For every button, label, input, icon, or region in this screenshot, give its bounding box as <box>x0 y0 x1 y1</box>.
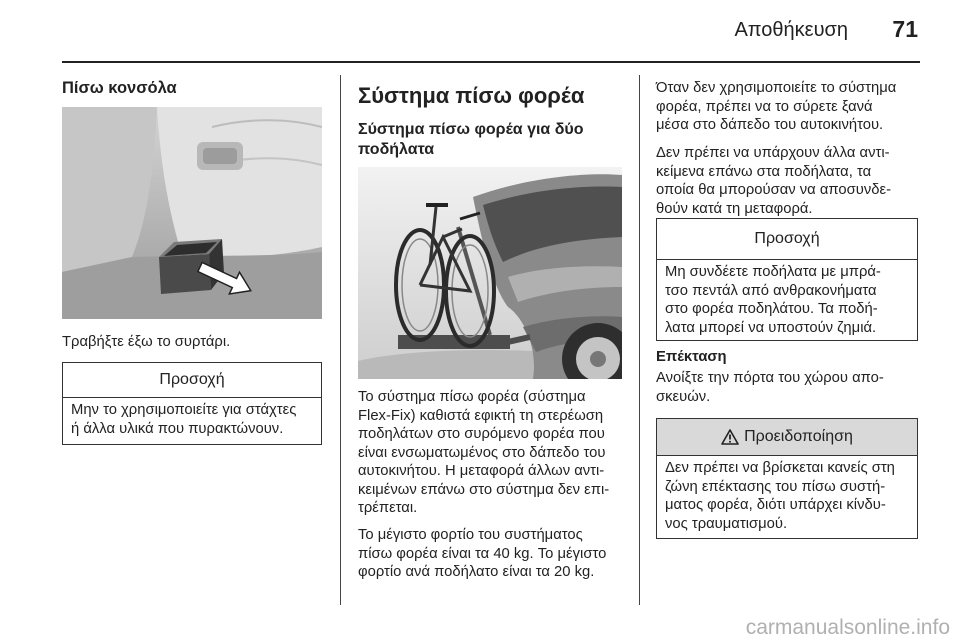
text-line: ποδήλατα <box>358 141 435 158</box>
text-line: Το σύστημα πίσω φορέα (σύστημα <box>358 389 586 405</box>
header-rule <box>62 61 920 63</box>
text-line: Δεν πρέπει να υπάρχουν άλλα αντι- <box>656 145 890 161</box>
text-line: Μη συνδέετε ποδήλατα με μπρά- <box>665 264 881 280</box>
text-line: σκευών. <box>656 388 711 405</box>
rear-console-heading: Πίσω κονσόλα <box>62 79 177 97</box>
text-line: Το μέγιστο φορτίο του συστήματος <box>358 527 583 543</box>
text-line: Μην το χρησιμοποιείτε για στάχτες <box>71 402 297 418</box>
section-title: Αποθήκευση <box>734 19 848 41</box>
text-line: αυτοκινήτου. Η μεταφορά άλλων αντι- <box>358 463 605 479</box>
backrest-recess-inner <box>203 148 237 164</box>
text-line: μέσα στο δάπεδο του αυτοκινήτου. <box>656 117 884 133</box>
text-line: Δεν πρέπει να βρίσκεται κανείς στη <box>665 460 895 476</box>
text-line: τσο πεντάλ από ανθρακονήματα <box>665 282 877 299</box>
text-line: οποία θα μπορούσαν να αποσυνδε- <box>656 182 892 198</box>
column-divider <box>639 75 640 605</box>
caution-box-body <box>63 398 321 444</box>
extension-heading: Επέκταση <box>656 349 727 365</box>
caution-box <box>62 362 322 445</box>
caution-title: Προσοχή <box>159 371 225 388</box>
loose-objects-paragraph <box>656 144 918 218</box>
text-line: τρέπεται. <box>358 500 418 516</box>
text-line: Ανοίξτε την πόρτα του χώρου απο- <box>656 370 884 386</box>
rear-carrier-heading: Σύστημα πίσω φορέα <box>358 83 585 108</box>
text-line: στο φορέα ποδηλάτου. Τα ποδή- <box>665 301 878 317</box>
caution-box-header <box>657 219 917 260</box>
text-line: κείμενα επάνω στα ποδήλατα, τα <box>656 163 872 180</box>
caution-box <box>656 218 918 341</box>
warning-box-header <box>657 419 917 456</box>
rear-bicycle-carrier-illustration <box>358 167 622 379</box>
caution-box-body <box>657 260 917 340</box>
caution-title: Προσοχή <box>754 230 820 247</box>
text-line: ζώνη επέκτασης του πίσω συστή- <box>665 478 886 495</box>
text-line: είναι ενσωματωμένος στο δάπεδο του <box>358 444 606 461</box>
warning-triangle-icon <box>721 429 739 445</box>
text-line: ματος φορέα, διότι υπάρχει κίνδυ- <box>665 497 886 513</box>
page-number: 71 <box>892 16 918 42</box>
maximum-load-paragraph <box>358 526 622 582</box>
text-line: Σύστημα πίσω φορέα για δύο <box>358 121 584 138</box>
warning-title: Προειδοποίηση <box>744 428 853 445</box>
text-line: θούν κατά τη μεταφορά. <box>656 200 813 217</box>
text-line: λατα μπορεί να υποστούν ζημιά. <box>665 319 877 336</box>
column-divider <box>340 75 341 605</box>
text-line: ή άλλα υλικά που πυρακτώνουν. <box>71 420 284 437</box>
bicycle-carrier-figure <box>358 167 622 379</box>
open-tailgate-paragraph <box>656 369 918 406</box>
carrier-stowage-paragraph <box>656 79 918 135</box>
warning-box-body <box>657 456 917 538</box>
text-line: Flex-Fix) καθιστά εφικτή τη στερέωση <box>358 407 604 424</box>
warning-box <box>656 418 918 539</box>
rear-console-drawer-illustration <box>62 107 322 319</box>
text-line: νος τραυματισμού. <box>665 515 788 532</box>
two-bike-carrier-subheading <box>358 120 622 160</box>
text-line: φορτίο ανά ποδήλατο είναι τα 20 kg. <box>358 564 595 580</box>
pull-drawer-caption <box>62 333 322 352</box>
rear-console-figure <box>62 107 322 319</box>
watermark: carmanualsonline.info <box>745 616 950 639</box>
carrier-description-paragraph <box>358 388 622 518</box>
caution-box-header <box>63 363 321 398</box>
text-line: Τραβήξτε έξω το συρτάρι. <box>62 334 231 350</box>
text-line: κειμένων επάνω στο σύστημα δεν επι- <box>358 481 610 498</box>
text-line: ποδηλάτων στο συρόμενο φορέα που <box>358 426 605 442</box>
text-line: φορέα, πρέπει να το σύρετε ξανά <box>656 98 873 115</box>
seat-backrest <box>157 107 322 257</box>
text-line: πίσω φορέα είναι τα 40 kg. Το μέγιστο <box>358 545 607 562</box>
text-line: Όταν δεν χρησιμοποιείτε το σύστημα <box>656 80 897 96</box>
